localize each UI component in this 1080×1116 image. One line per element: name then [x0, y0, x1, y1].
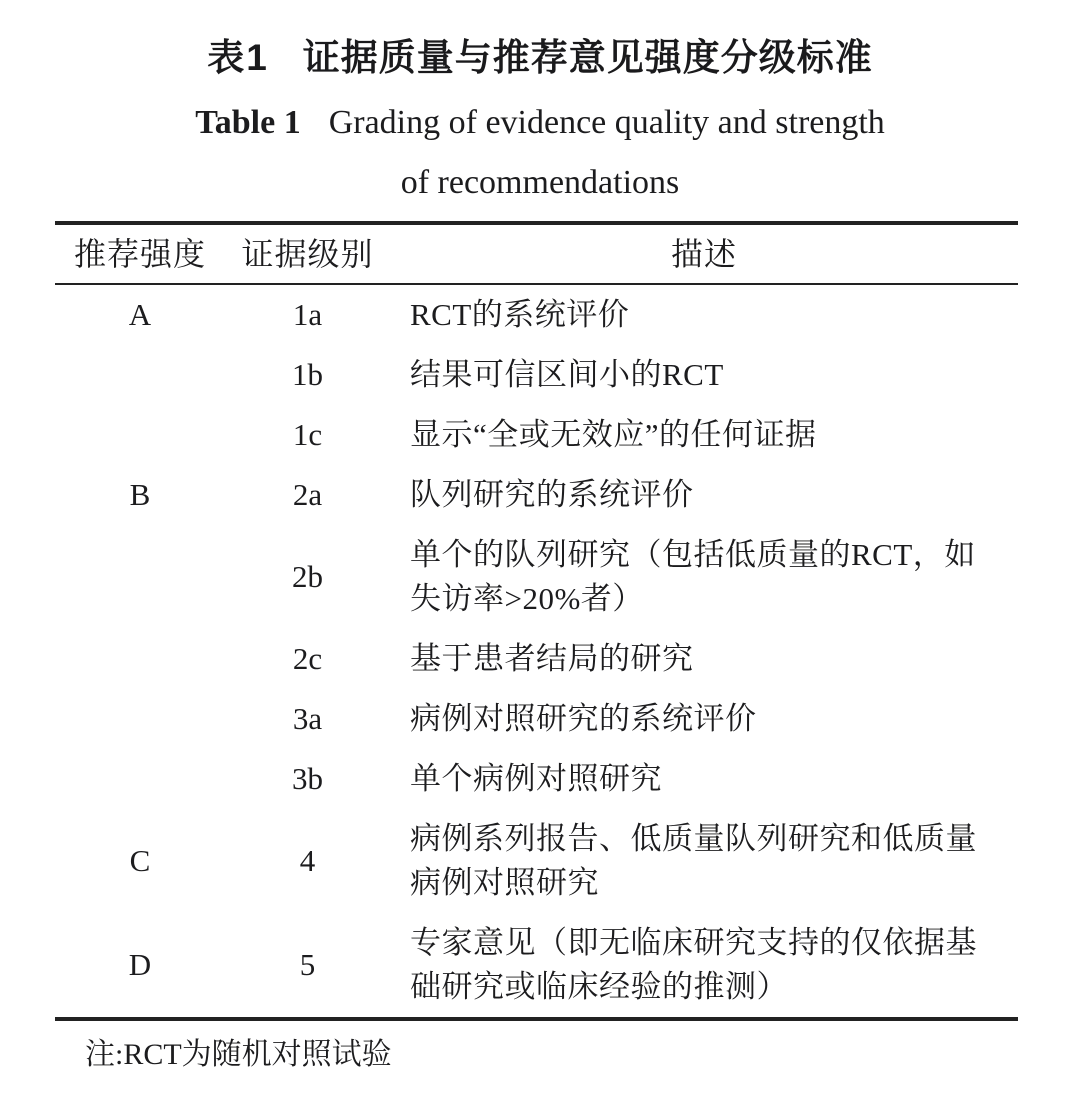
- description-line: 础研究或临床经验的推测）: [410, 969, 788, 1004]
- table-row: [55, 749, 1018, 809]
- table-title-zh: [0, 36, 1080, 81]
- description-cell: [390, 353, 1018, 397]
- table-title-zh-text: 证据质量与推荐意见强度分级标准: [302, 38, 873, 79]
- strength-cell: D: [128, 947, 152, 982]
- table-row: [55, 629, 1018, 689]
- description-line: 队列研究的系统评价: [410, 477, 694, 512]
- table-title-en-text: Grading of evidence quality and strength: [328, 104, 885, 141]
- level-cell: 1c: [292, 417, 323, 452]
- page: [0, 36, 1080, 1116]
- table-row: [55, 525, 1018, 629]
- description-line: 失访率>20%者）: [410, 581, 644, 616]
- description-line: 结果可信区间小的RCT: [410, 357, 724, 392]
- description-line: 专家意见（即无临床研究支持的仅依据基: [410, 925, 977, 960]
- description-cell: [390, 637, 1018, 681]
- level-cell: 2b: [292, 559, 323, 594]
- level-cell: 5: [299, 947, 316, 982]
- table-row: [55, 465, 1018, 525]
- description-cell: [390, 533, 1018, 621]
- description-cell: [390, 757, 1018, 801]
- level-cell: 3b: [292, 761, 323, 796]
- header-evidence-level: 证据级别: [241, 236, 374, 272]
- table-row: [55, 285, 1018, 345]
- table-title-en: [0, 103, 1080, 143]
- table-number-zh: 表1: [207, 37, 269, 78]
- table-row: [55, 689, 1018, 749]
- level-cell: 3a: [292, 701, 323, 736]
- table-row: [55, 405, 1018, 465]
- level-cell: 1b: [292, 357, 323, 392]
- header-description: 描述: [670, 236, 737, 272]
- table-footnote: 注:RCT为随机对照试验: [85, 1038, 392, 1071]
- description-line: 病例对照研究的系统评价: [410, 701, 757, 736]
- description-cell: [390, 817, 1018, 905]
- level-cell: 4: [299, 843, 316, 878]
- description-line: 病例对照研究: [410, 865, 599, 900]
- description-cell: [390, 293, 1018, 337]
- strength-cell: B: [129, 477, 151, 512]
- table-title-en-line2: of recommendations: [400, 164, 680, 201]
- strength-cell: C: [129, 843, 151, 878]
- table-number-en: Table 1: [195, 104, 301, 141]
- description-cell: [390, 921, 1018, 1009]
- table-row: [55, 809, 1018, 913]
- strength-cell: A: [128, 297, 152, 332]
- table-row: [55, 913, 1018, 1017]
- description-cell: [390, 413, 1018, 457]
- description-line: 单个的队列研究（包括低质量的RCT，如: [410, 537, 976, 572]
- evidence-grading-table: [55, 221, 1018, 1021]
- level-cell: 1a: [292, 297, 323, 332]
- table-header-row: [55, 225, 1018, 285]
- table-row: [55, 345, 1018, 405]
- description-line: RCT的系统评价: [410, 297, 630, 332]
- description-line: 基于患者结局的研究: [410, 641, 694, 676]
- level-cell: 2c: [292, 641, 323, 676]
- description-line: 病例系列报告、低质量队列研究和低质量: [410, 821, 977, 856]
- description-cell: [390, 697, 1018, 741]
- description-line: 单个病例对照研究: [410, 761, 662, 796]
- level-cell: 2a: [292, 477, 323, 512]
- description-cell: [390, 473, 1018, 517]
- header-strength: 推荐强度: [73, 236, 206, 272]
- description-line: 显示“全或无效应”的任何证据: [410, 417, 817, 452]
